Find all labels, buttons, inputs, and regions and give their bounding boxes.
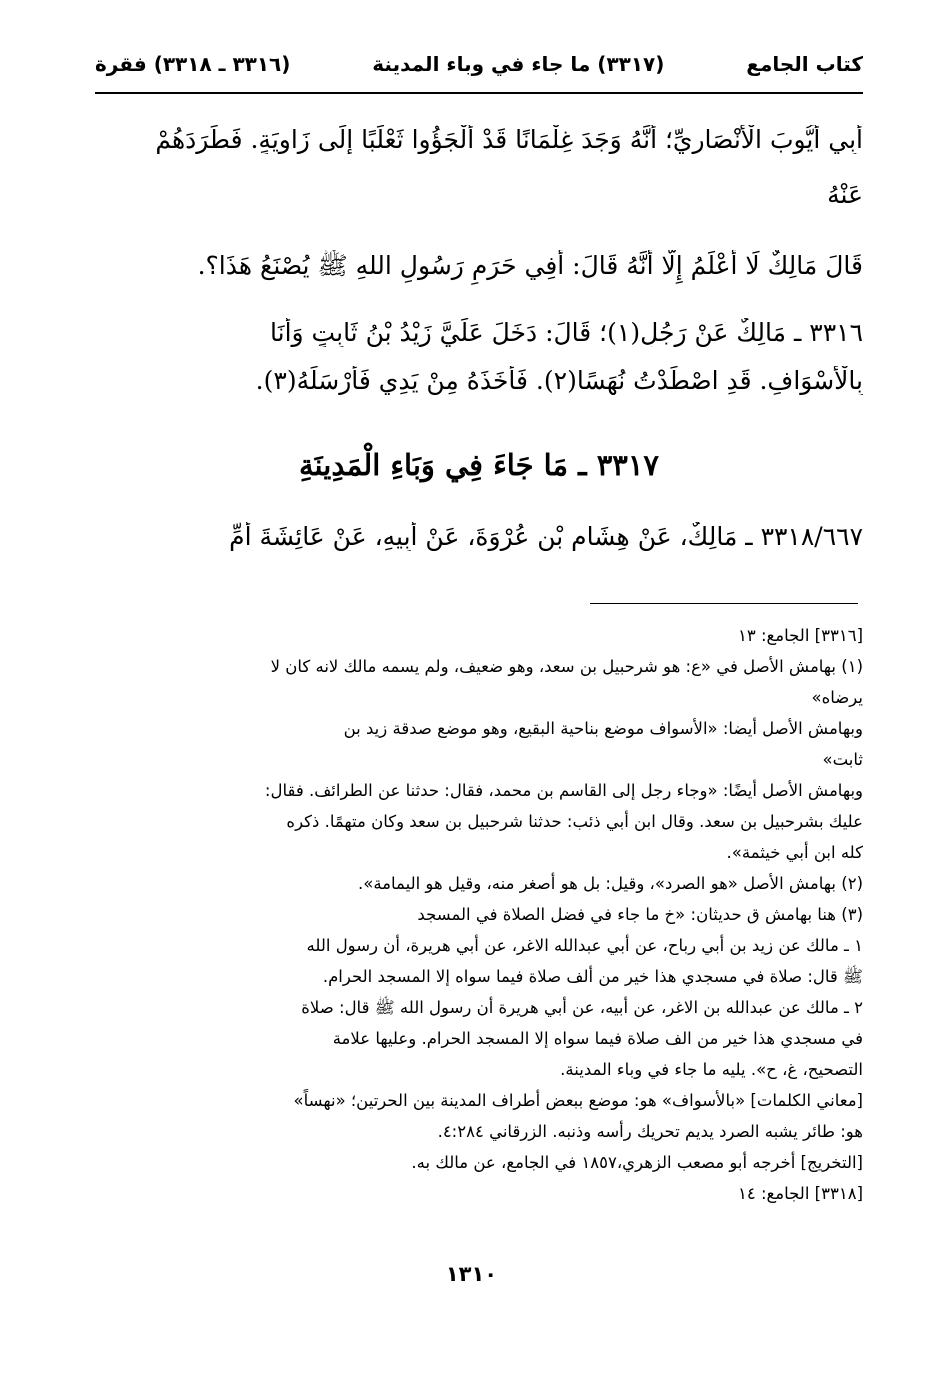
footnote-line: هو: طائر يشبه الصرد يديم تحريك رأسه وذنبه. الزرقاني ٤:٢٨٤.	[437, 1122, 863, 1141]
footnote-line: وبهامش الأصل أيضا: «الأسواف موضع بناحية البقيع، وهو موضع صدقة زيد بن	[343, 719, 863, 738]
section-title: ٣٣١٧ ـ مَا جَاءَ فِي وَبَاءِ الْمَدِينَةِ	[299, 448, 659, 482]
footnote-line: (١) بهامش الأصل في «ع: هو شرحبيل بن سعد، وهو ضعيف، ولم يسمه مالك لانه كان لا	[270, 657, 863, 676]
footnote-line: وبهامش الأصل أيضًا: «وجاء رجل إلى القاسم بن محمد، فقال: حدثنا عن الطرائف. فقال:	[264, 781, 863, 800]
header-book-title: كتاب الجامع	[746, 52, 863, 76]
header-rule	[95, 92, 863, 94]
text-line-6: ٣٣١٨/٦٦٧ ـ مَالِكٌ، عَنْ هِشَامِ بْنِ عُرْوَةَ، عَنْ أَبِيهِ، عَنْ عَائِشَةَ أُمِّ	[229, 522, 863, 551]
footnote-line: ١ ـ مالك عن زيد بن أبي رباح، عن أبي عبدالله الاغر، عن أبي هريرة، أن رسول الله	[306, 936, 863, 955]
header-paragraph-range: (٣٣١٦ ـ ٣٣١٨) فقرة	[95, 52, 291, 76]
footnote-line: ﷺ قال: صلاة في مسجدي هذا خير من ألف صلاة فيما سواه إلا المسجد الحرام.	[322, 967, 863, 986]
footnote-line: [٣٣١٨] الجامع: ١٤	[737, 1184, 863, 1203]
text-line-3: قَالَ مَالِكٌ لَا أَعْلَمُ إِلَّا أَنَّهُ قَالَ: أَفِي حَرَمِ رَسُولِ اللهِ ﷺ يُصْنَعُ هَذَا؟.	[197, 251, 863, 280]
header-chapter-title: (٣٣١٧) ما جاء في وباء المدينة	[372, 52, 665, 76]
footnote-line: عليك بشرحبيل بن سعد. وقال ابن أبي ذئب: حدثنا شرحبيل بن سعد وكان متهمًا. ذكره	[286, 812, 863, 831]
footnotes	[95, 620, 863, 1209]
running-header	[95, 44, 863, 84]
text-line-1: أَبِي أَيُّوبَ الْأَنْصَارِيِّ؛ أَنَّهُ وَجَدَ غِلْمَانًا قَدْ أَلْجَؤُوا ثَعْلَبًا إِلَى زَاوِيَةٍ. فَطَرَدَهُمْ	[155, 125, 863, 154]
footnote-rule	[590, 603, 858, 604]
footnote-line: [التخريج] أخرجه أبو مصعب الزهري،١٨٥٧ في الجامع، عن مالك به.	[411, 1153, 863, 1172]
footnote-line: ثابت»	[822, 750, 863, 769]
footnote-line: في مسجدي هذا خير من الف صلاة فيما سواه إلا المسجد الحرام. وعليها علامة	[332, 1029, 863, 1048]
text-line-4: ٣٣١٦ ـ مَالِكٌ عَنْ رَجُلٍ(١)؛ قَالَ: دَخَلَ عَلَيَّ زَيْدُ بْنُ ثَابِتٍ وَأَنَا	[270, 318, 863, 347]
text-line-2: عَنْهُ	[827, 180, 863, 209]
page-number: ١٣١٠	[445, 1262, 498, 1286]
footnote-line: يرضاه»	[811, 688, 863, 707]
footnote-line: ٢ ـ مالك عن عبدالله بن الاغر، عن أبيه، عن أبي هريرة أن رسول الله ﷺ قال: صلاة	[301, 998, 863, 1017]
footnote-line: كله ابن أبي خيثمة».	[726, 843, 863, 862]
footnote-line: [معاني الكلمات] «بالأسواف» هو: موضع ببعض أطراف المدينة بين الحرتين؛ «نهساً»	[293, 1091, 863, 1110]
footnote-line: (٣) هنا بهامش ق حديثان: «خ ما جاء في فضل الصلاة في المسجد	[417, 905, 863, 924]
footnote-line: التصحيح، غ، ح». يليه ما جاء في وباء المدينة.	[560, 1060, 863, 1079]
footnote-line: [٣٣١٦] الجامع: ١٣	[737, 626, 863, 645]
footnote-line: (٢) بهامش الأصل «هو الصرد»، وقيل: بل هو أصغر منه، وقيل هو اليمامة».	[358, 874, 863, 893]
text-line-5: بِالْأَسْوَافِ. قَدِ اصْطَدْتُ نُهَسًا(٢). فَأَخَذَهُ مِنْ يَدِي فَأَرْسَلَهُ(٣).	[255, 366, 863, 395]
